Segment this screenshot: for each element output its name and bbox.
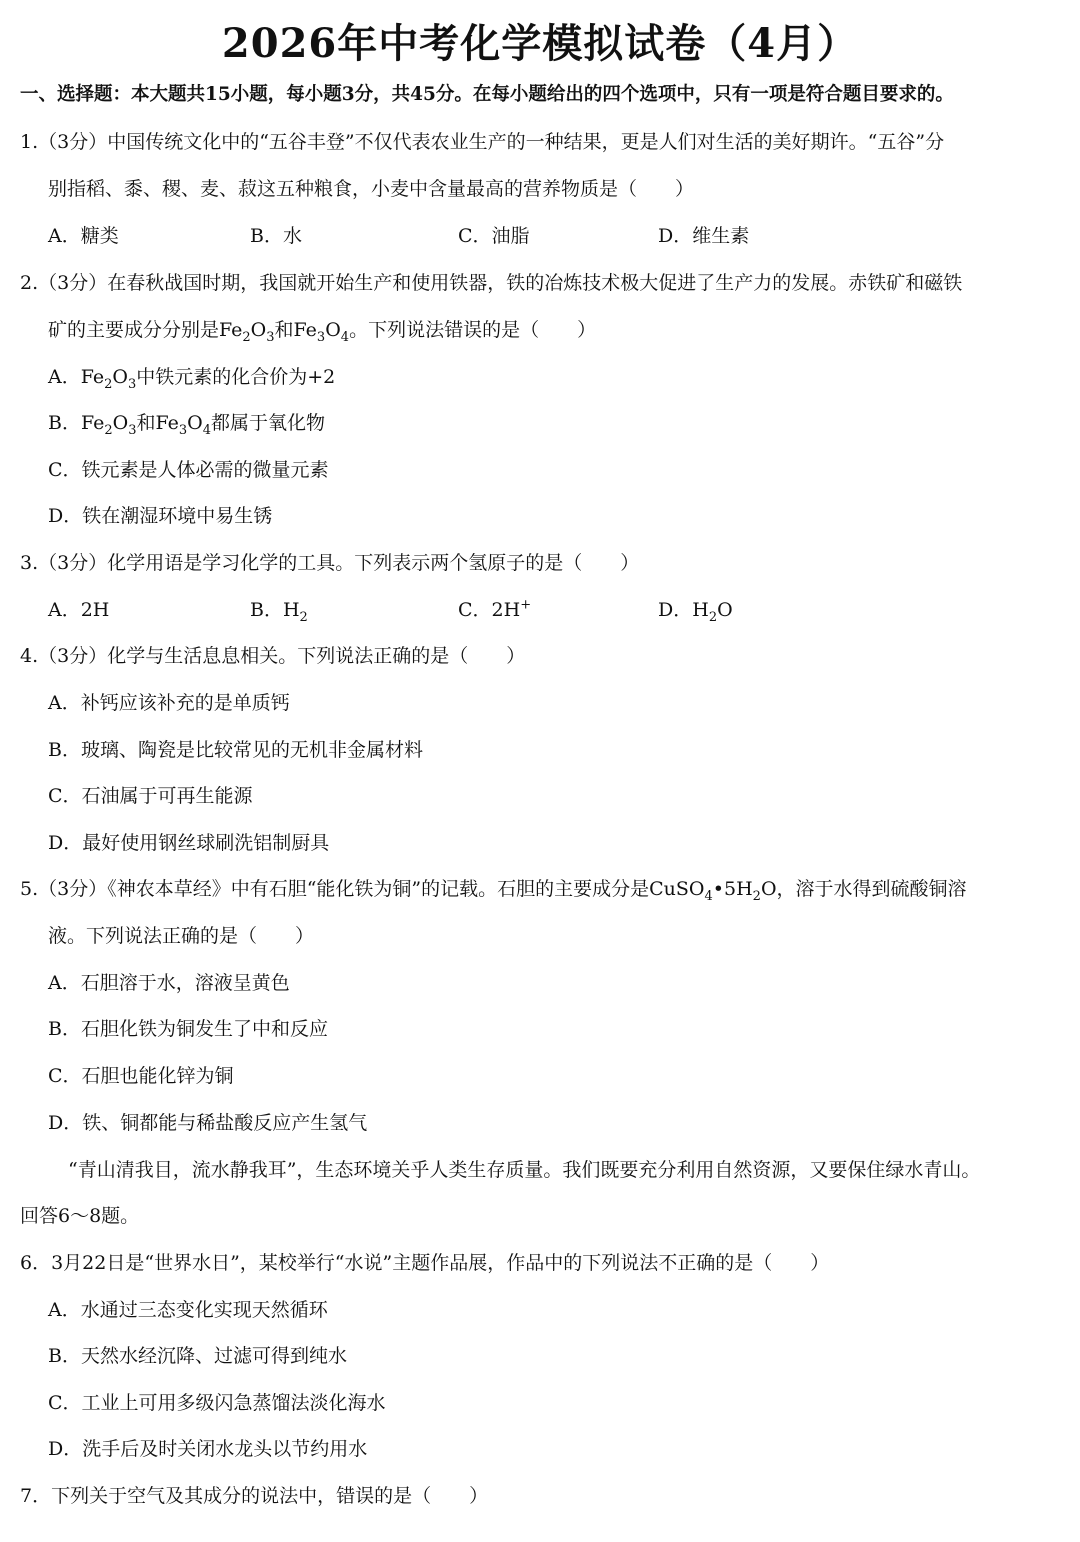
question-4-option-a: A．补钙应该补充的是单质钙 bbox=[48, 692, 290, 714]
question-3-option-a: A．2H bbox=[48, 599, 110, 621]
question-4-option-c: C．石油属于可再生能源 bbox=[48, 785, 253, 807]
question-3-stem: 3.（3分）化学用语是学习化学的工具。下列表示两个氢原子的是（ ） bbox=[20, 552, 640, 574]
question-5-option-c: C．石胆也能化锌为铜 bbox=[48, 1065, 234, 1087]
question-5-stem: 5.（3分）《神农本草经》中有石胆“能化铁为铜”的记载。石胆的主要成分是$CuSO_4•5H_2O$，溶于水得到硫酸铜溶 bbox=[20, 878, 967, 904]
question-3-option-c: C．2H+ bbox=[458, 597, 532, 621]
question-5-option-a: A．石胆溶于水，溶液呈黄色 bbox=[48, 972, 290, 994]
question-2-option-a: A．$Fe_2O_3$中铁元素的化合价为+2 bbox=[48, 366, 336, 392]
question-6-stem: 6．3月22日是“世界水日”，某校举行“水说”主题作品展，作品中的下列说法不正确的是（ ） bbox=[20, 1252, 830, 1274]
question-3-option-d: D．$H_2O$ bbox=[658, 599, 733, 625]
question-1-option-a: A．糖类 bbox=[48, 225, 119, 247]
question-2-option-b: B．$Fe_2O_3$和$Fe_3O_4$都属于氧化物 bbox=[48, 412, 326, 438]
question-2-stem: 2.（3分）在春秋战国时期，我国就开始生产和使用铁器，铁的冶炼技术极大促进了生产力的发展。赤铁矿和磁铁 bbox=[20, 272, 963, 294]
question-1-option-b: B．水 bbox=[250, 225, 302, 247]
question-1-stem: 1.（3分）中国传统文化中的“五谷丰登”不仅代表农业生产的一种结果，更是人们对生活的美好期许。“五谷”分 bbox=[20, 131, 945, 153]
question-4-option-d: D．最好使用钢丝球刷洗铝制厨具 bbox=[48, 832, 330, 854]
passage-text: “青山清我目，流水静我耳”，生态环境关乎人类生存质量。我们既要充分利用自然资源，又要保住绿水青山。 bbox=[68, 1159, 981, 1181]
question-1-option-c: C．油脂 bbox=[458, 225, 530, 247]
question-3-option-b: B．$H_2$ bbox=[250, 599, 308, 625]
question-6-option-d: D．洗手后及时关闭水龙头以节约用水 bbox=[48, 1438, 368, 1460]
question-6-option-b: B．天然水经沉降、过滤可得到纯水 bbox=[48, 1345, 347, 1367]
page-title: 2026年中考化学模拟试卷（4月） bbox=[221, 20, 859, 67]
question-6-option-a: A．水通过三态变化实现天然循环 bbox=[48, 1299, 328, 1321]
question-4-stem: 4.（3分）化学与生活息息相关。下列说法正确的是（ ） bbox=[20, 645, 526, 667]
question-2-stem-cont: 矿的主要成分分别是$Fe_2O_3$和$Fe_3O_4$。下列说法错误的是（ ） bbox=[48, 319, 597, 345]
question-7-stem: 7．下列关于空气及其成分的说法中，错误的是（ ） bbox=[20, 1485, 489, 1507]
question-6-option-c: C．工业上可用多级闪急蒸馏法淡化海水 bbox=[48, 1392, 386, 1414]
question-5-option-d: D．铁、铜都能与稀盐酸反应产生氢气 bbox=[48, 1112, 368, 1134]
question-4-option-b: B．玻璃、陶瓷是比较常见的无机非金属材料 bbox=[48, 739, 423, 761]
question-1-stem-cont: 别指稻、黍、稷、麦、菽这五种粮食，小麦中含量最高的营养物质是（ ） bbox=[48, 178, 695, 200]
question-1-option-d: D．维生素 bbox=[658, 225, 750, 247]
question-2-option-c: C．铁元素是人体必需的微量元素 bbox=[48, 459, 329, 481]
question-5-stem-cont: 液。下列说法正确的是（ ） bbox=[48, 925, 315, 947]
question-2-option-d: D．铁在潮湿环境中易生锈 bbox=[48, 505, 273, 527]
section-heading: 一、选择题：本大题共15小题，每小题3分，共45分。在每小题给出的四个选项中，只有一项是符合题目要求的。 bbox=[20, 84, 954, 105]
passage-text-cont: 回答6～8题。 bbox=[20, 1205, 140, 1227]
question-5-option-b: B．石胆化铁为铜发生了中和反应 bbox=[48, 1018, 328, 1040]
